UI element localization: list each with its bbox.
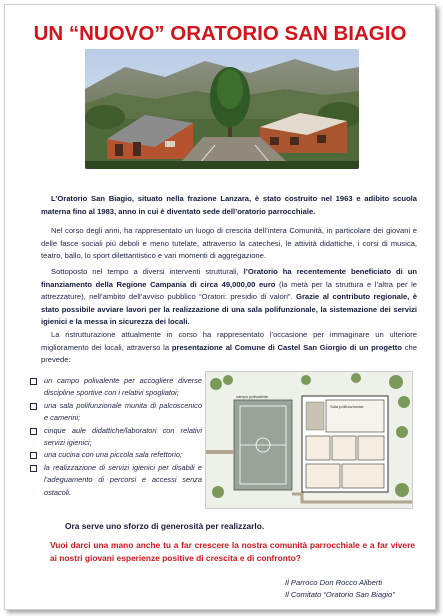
oratorio-photo: [85, 49, 359, 169]
oratorio-photo-illustration: [85, 49, 359, 169]
intro-text: L’Oratorio San Biagio, situato nella frazione Lanzara, è stato costruito nel 1963 e adibito scuola materna fino al 1983, anno in cui è diventato sede dell’oratorio parrocchiale.: [41, 194, 417, 216]
site-plan-illustration: [206, 372, 412, 508]
list-item: un campo polivalente per accogliere diverse discipline sportive con i relativi spogliatoi;: [30, 375, 202, 400]
list-item: la realizzazione di servizi igienici per disabili e l’adeguamento di percorsi e accessi senza ostacoli.: [30, 462, 202, 499]
signature-parish-priest: Il Parroco Don Rocco Aliberti: [285, 578, 383, 587]
project-text-b: presentazione al Comune di Castel San Giorgio di un progetto: [171, 342, 402, 352]
history-text: Nel corso degli anni, ha rappresentato un luogo di crescita dell’intera Comunità, in particolare dei giovani e delle fasce sociali più deboli e meno tutelate, attraverso la catechesi, le attività didattiche, i corsi di musica, teatro, ballo, lo sport dilettantistico e vari momenti di aggregazione.: [41, 226, 417, 261]
checkbox-square-icon: [30, 378, 37, 385]
call-to-action-heading: Ora serve uno sforzo di generosità per realizzarlo.: [65, 521, 265, 531]
plan-hall-label: Sala polifunzionale: [330, 404, 364, 409]
signature-committee: Il Comitato “Oratorio San Biagio”: [285, 589, 395, 599]
funding-text-a: Sottoposto nel tempo a diversi interventi strutturali,: [51, 267, 244, 276]
list-item: cinque aule didattiche/laboratori con relativi servizi igienici;: [30, 425, 202, 450]
plan-field-label: campo polivalente: [236, 394, 269, 399]
checkbox-square-icon: [30, 403, 37, 410]
checkbox-square-icon: [30, 465, 37, 472]
checkbox-square-icon: [30, 428, 37, 435]
funding-text-c: (la metà per la struttura e l’altra per le attrezzature), nell’ambito dell’avviso pubblico “Oratori: presidio di valori”.: [41, 279, 417, 302]
project-features-list: [30, 375, 202, 499]
paragraph-project: [41, 329, 417, 367]
project-text-c: che prevede:: [41, 342, 417, 365]
paragraph-funding: [41, 266, 417, 329]
list-item: una sala polifunzionale munita di palcoscenico e camerini;: [30, 400, 202, 425]
funding-text-b: l’Oratorio ha recentemente beneficiato di un finanziamento della Regione Campania di circa 49,000,00 euro: [41, 267, 417, 289]
page-title: UN “NUOVO” ORATORIO SAN BIAGIO: [33, 22, 407, 45]
funding-text-d: Grazie al contributo regionale, è stato possibile avviare lavori per la realizzazione di una sala polifunzionale, la sistemazione dei servizi igienici e la messa in sicurezza dei locali.: [41, 292, 417, 327]
checkbox-square-icon: [30, 452, 37, 459]
project-text-a: La ristrutturazione attualmente in corso ha rappresentato l’occasione per immaginare un ulteriore miglioramento dei locali, attraverso la: [41, 330, 417, 352]
list-item: una cucina con una piccola sala refettorio;: [30, 449, 202, 461]
call-to-action-text: Vuoi darci una mano anche tu a far crescere la nostra comunità parrocchiale e a far vivere ai nostri giovani esperienze positive di crescita e di confronto?: [50, 540, 415, 563]
flyer-page: [4, 4, 436, 610]
paragraph-intro: [41, 193, 417, 218]
paragraph-history: [41, 225, 417, 263]
site-plan-image: [205, 371, 413, 509]
signature-block: [285, 577, 395, 600]
